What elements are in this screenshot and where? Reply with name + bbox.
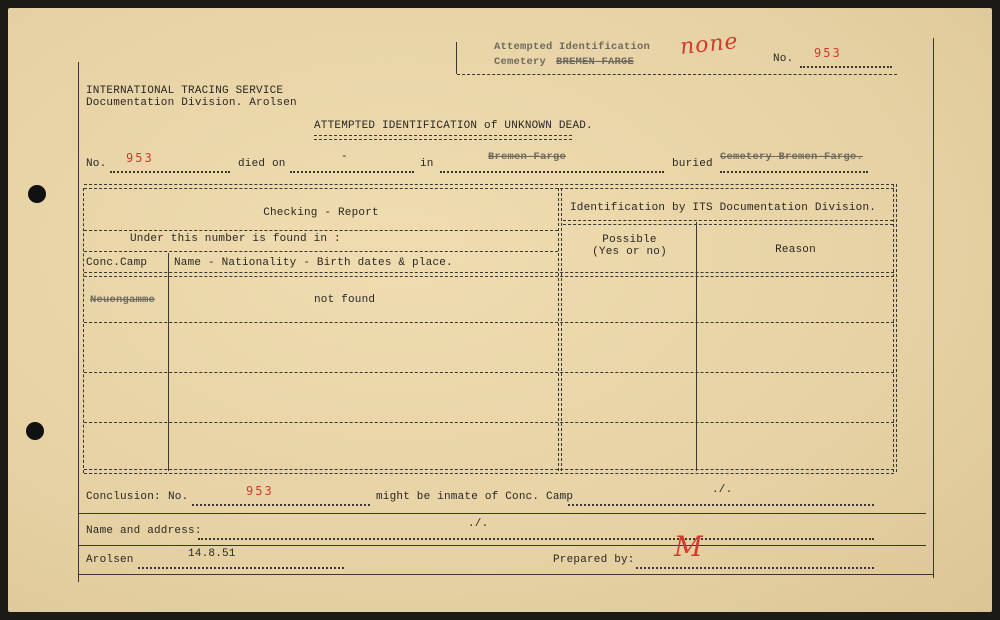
record-buried-dots	[720, 171, 868, 173]
divider-report-identification-inner	[561, 188, 562, 471]
record-in-value: Bremen-Farge	[488, 151, 567, 163]
record-in-dots	[440, 171, 664, 173]
stamp-cemetery-value: BREMEN-FARGE	[556, 56, 635, 68]
footer-date-dots	[138, 567, 344, 569]
row-1-conc-camp: Neuengamme	[90, 294, 156, 306]
table-right-border-inner	[896, 184, 897, 472]
checking-report-heading: Checking - Report	[263, 207, 379, 219]
under-number-heading: Under this number is found in :	[130, 233, 341, 245]
row-rule-3	[84, 422, 894, 423]
prepared-by-dots	[636, 567, 874, 569]
column-conc-camp: Conc.Camp	[86, 257, 148, 269]
header-number-dots	[800, 66, 892, 68]
conclusion-no-value: 953	[246, 484, 274, 498]
column-possible-yes-no: (Yes or no)	[592, 246, 667, 258]
divider-camp-name	[168, 253, 169, 471]
table-header-rule	[84, 272, 894, 277]
record-no-label: No.	[86, 158, 107, 170]
column-possible: Possible	[602, 234, 657, 246]
divider-possible-reason	[696, 222, 697, 471]
stamp-cemetery-label: Cemetery	[494, 56, 547, 68]
header-number-value: 953	[814, 46, 842, 60]
identification-heading-rule	[563, 220, 893, 225]
table-bottom-border	[84, 469, 894, 474]
footer-place: Arolsen	[86, 554, 134, 566]
organization-division: Documentation Division. Arolsen	[86, 97, 297, 109]
record-buried-value: Cemetery Bremen-Farge.	[720, 151, 864, 163]
name-address-value: ./.	[468, 518, 489, 530]
under-number-rule	[84, 251, 558, 252]
divider-report-identification	[558, 188, 559, 471]
record-no-dots	[110, 171, 230, 173]
stamp-box-bottom-border	[457, 74, 897, 75]
organization-name: INTERNATIONAL TRACING SERVICE	[86, 85, 284, 97]
stamp-attempted-identification: Attempted Identification	[494, 41, 651, 53]
footer-date: 14.8.51	[188, 548, 236, 560]
header-number-label: No.	[773, 53, 794, 65]
conclusion-inmate-label: might be inmate of Conc. Camp	[376, 491, 574, 503]
identification-heading: Identification by ITS Documentation Division.	[570, 202, 877, 214]
index-card	[8, 8, 992, 612]
row-1-name: not found	[314, 294, 376, 306]
stamp-box-left-border	[456, 42, 457, 74]
column-reason: Reason	[775, 244, 816, 256]
conclusion-label: Conclusion:	[86, 491, 161, 503]
prepared-by-initial: M	[674, 530, 703, 563]
record-died-value: -	[341, 151, 348, 163]
conclusion-rule	[78, 513, 926, 514]
row-rule-2	[84, 372, 894, 373]
record-buried-label: buried	[672, 158, 713, 170]
handwritten-none: none	[678, 29, 740, 60]
column-name-nationality: Name - Nationality - Birth dates & place.	[174, 257, 453, 269]
title-underline	[314, 135, 572, 140]
prepared-by-label: Prepared by:	[553, 554, 635, 566]
punch-hole-top	[28, 185, 46, 203]
name-address-dots	[198, 538, 874, 540]
conclusion-inmate-value: ./.	[712, 484, 733, 496]
record-died-dots	[290, 171, 414, 173]
name-address-label: Name and address:	[86, 525, 202, 537]
card-right-border	[933, 38, 934, 578]
row-rule-1	[84, 322, 894, 323]
record-no-value: 953	[126, 151, 154, 165]
table-right-border	[893, 184, 894, 472]
conclusion-no-label: No.	[168, 491, 189, 503]
card-bottom-rule	[78, 574, 934, 575]
record-died-label: died on	[238, 158, 286, 170]
conclusion-inmate-dots	[568, 504, 874, 506]
record-in-label: in	[420, 158, 434, 170]
conclusion-no-dots	[192, 504, 370, 506]
card-left-border	[78, 62, 79, 582]
punch-hole-bottom	[26, 422, 44, 440]
checking-report-rule	[84, 230, 558, 231]
name-address-rule	[78, 545, 926, 546]
document-title: ATTEMPTED IDENTIFICATION of UNKNOWN DEAD.	[314, 120, 593, 132]
table-top-border	[84, 184, 894, 189]
